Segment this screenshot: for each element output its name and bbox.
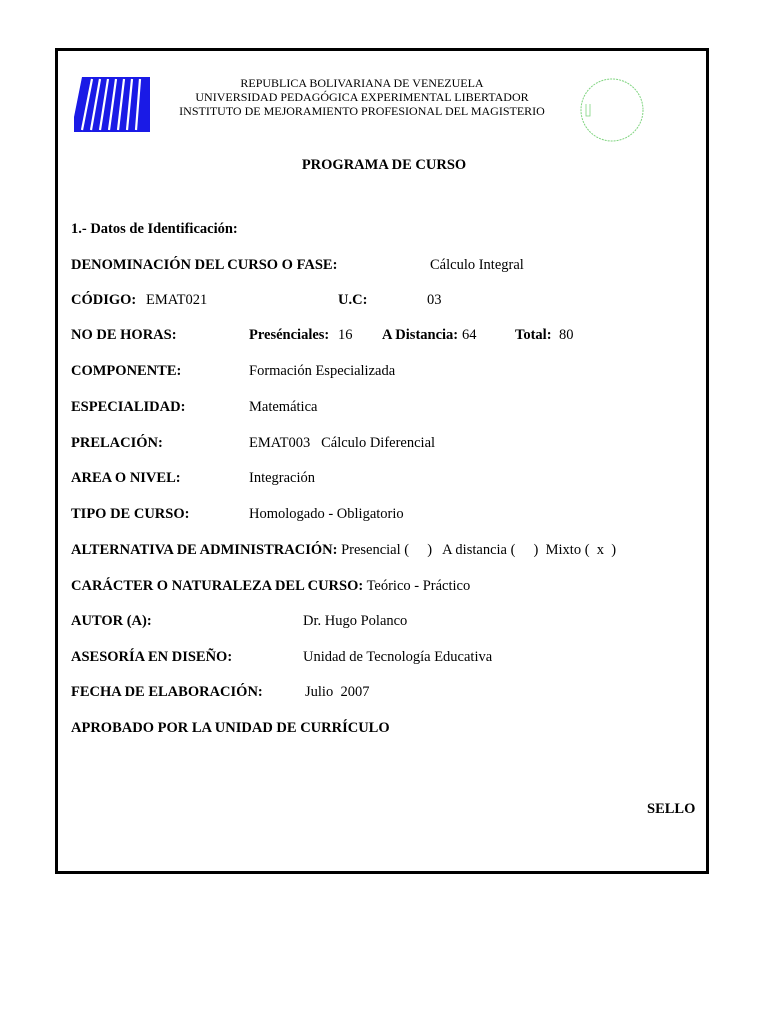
caracter-label: CARÁCTER O NATURALEZA DEL CURSO: bbox=[71, 578, 364, 594]
upel-logo-icon bbox=[74, 75, 150, 132]
componente-label: COMPONENTE: bbox=[71, 363, 182, 379]
autor-label: AUTOR (A): bbox=[71, 613, 152, 629]
distancia-label: A Distancia: bbox=[382, 327, 459, 343]
codigo-value: EMAT021 bbox=[146, 292, 208, 308]
sello-label: SELLO bbox=[647, 801, 696, 817]
prelacion-value: EMAT003 Cálculo Diferencial bbox=[249, 435, 436, 451]
presenciales-label: Presénciales: bbox=[249, 327, 330, 343]
horas-label: NO DE HORAS: bbox=[71, 327, 177, 343]
denominacion-value: Cálculo Integral bbox=[430, 257, 524, 273]
prelacion-label: PRELACIÓN: bbox=[71, 435, 163, 451]
uc-value: 03 bbox=[427, 292, 442, 308]
fecha-value: Julio 2007 bbox=[305, 684, 370, 700]
alternativa-label: ALTERNATIVA DE ADMINISTRACIÓN: bbox=[71, 542, 338, 558]
header-line-2: UNIVERSIDAD PEDAGÓGICA EXPERIMENTAL LIBERTADOR bbox=[195, 90, 529, 104]
codigo-label: CÓDIGO: bbox=[71, 292, 137, 308]
circular-seal-icon bbox=[576, 74, 646, 144]
tipo-curso-value: Homologado - Obligatorio bbox=[249, 506, 404, 522]
aprobado-label: APROBADO POR LA UNIDAD DE CURRÍCULO bbox=[71, 720, 390, 736]
asesoria-value: Unidad de Tecnología Educativa bbox=[303, 649, 493, 665]
total-value: 80 bbox=[559, 327, 574, 343]
caracter-row bbox=[71, 577, 470, 595]
area-value: Integración bbox=[249, 470, 316, 486]
alternativa-row bbox=[71, 541, 616, 559]
tipo-curso-label: TIPO DE CURSO: bbox=[71, 506, 190, 522]
componente-value: Formación Especializada bbox=[249, 363, 396, 379]
fecha-label: FECHA DE ELABORACIÓN: bbox=[71, 684, 263, 700]
institution-header bbox=[160, 76, 564, 118]
especialidad-value: Matemática bbox=[249, 399, 318, 415]
total-label: Total: bbox=[515, 327, 552, 343]
asesoria-label: ASESORÍA EN DISEÑO: bbox=[71, 649, 233, 665]
autor-value: Dr. Hugo Polanco bbox=[303, 613, 408, 629]
distancia-value: 64 bbox=[462, 327, 477, 343]
alternativa-value: Presencial ( ) A distancia ( ) Mixto ( x ) bbox=[341, 542, 617, 558]
header-line-1: REPUBLICA BOLIVARIANA DE VENEZUELA bbox=[240, 76, 484, 90]
area-label: AREA O NIVEL: bbox=[71, 470, 181, 486]
caracter-value: Teórico - Práctico bbox=[366, 578, 471, 594]
uc-label: U.C: bbox=[338, 292, 368, 308]
especialidad-label: ESPECIALIDAD: bbox=[71, 399, 186, 415]
presenciales-value: 16 bbox=[338, 327, 353, 343]
header-line-3: INSTITUTO DE MEJORAMIENTO PROFESIONAL DEL MAGISTERIO bbox=[179, 104, 545, 118]
page-title: PROGRAMA DE CURSO bbox=[301, 157, 467, 173]
section-heading: 1.- Datos de Identificación: bbox=[71, 221, 238, 237]
denominacion-label: DENOMINACIÓN DEL CURSO O FASE: bbox=[71, 257, 338, 273]
